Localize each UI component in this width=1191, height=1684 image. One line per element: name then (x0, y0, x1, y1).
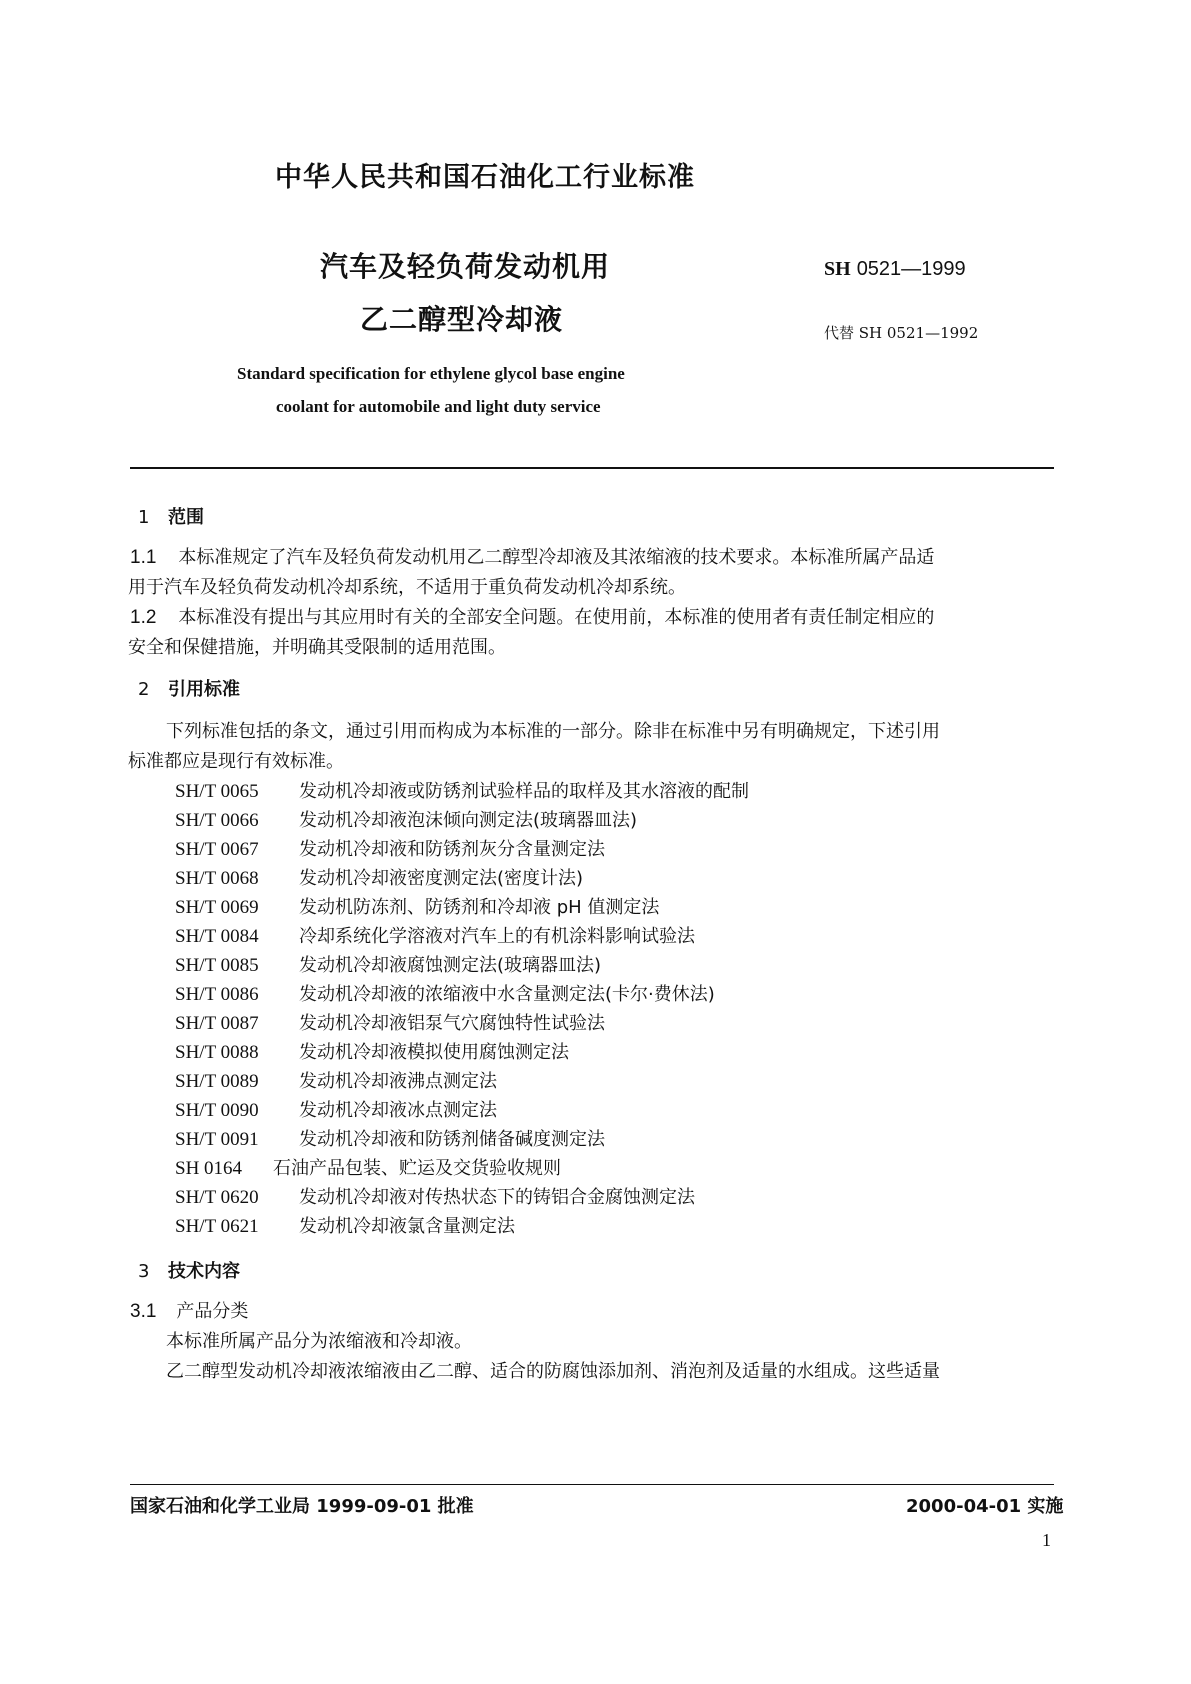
reference-row (175, 1125, 605, 1151)
reference-row (175, 1067, 497, 1093)
reference-code: SH/T 0065 (175, 781, 259, 802)
reference-row (175, 835, 605, 861)
reference-title: 发动机冷却液腐蚀测定法(玻璃器皿法) (299, 955, 602, 976)
document-title-line1: 汽车及轻负荷发动机用 (320, 250, 611, 283)
clause-3-1-heading (130, 1297, 248, 1323)
reference-code: SH/T 0067 (175, 839, 259, 860)
reference-title: 发动机冷却液冰点测定法 (299, 1100, 497, 1121)
clause-3-1-line2: 乙二醇型发动机冷却液浓缩液由乙二醇、适合的防腐蚀添加剂、消泡剂及适量的水组成。这些适量 (166, 1361, 940, 1382)
issuing-organization: 中华人民共和国石油化工行业标准 (275, 162, 695, 193)
reference-title: 发动机冷却液泡沫倾向测定法(玻璃器皿法) (299, 810, 638, 831)
reference-title: 发动机防冻剂、防锈剂和冷却液 pH 值测定法 (299, 897, 660, 918)
english-title-line2: coolant for automobile and light duty service (276, 397, 601, 416)
reference-code: SH/T 0620 (175, 1187, 259, 1208)
standard-prefix: SH (824, 258, 851, 280)
reference-code: SH/T 0087 (175, 1013, 259, 1034)
reference-title: 发动机冷却液对传热状态下的铸铝合金腐蚀测定法 (299, 1187, 695, 1208)
section-number: 1 (138, 507, 150, 528)
section-2-intro-line1: 下列标准包括的条文，通过引用而构成为本标准的一部分。除非在标准中另有明确规定，下述引用 (166, 721, 940, 742)
clause-title: 产品分类 (176, 1301, 249, 1322)
reference-row (175, 1183, 695, 1209)
reference-row (175, 893, 659, 919)
clause-number: 1.2 (130, 607, 157, 628)
section-3-heading (138, 1257, 240, 1283)
reference-row (175, 922, 695, 948)
reference-title: 发动机冷却液和防锈剂储备碱度测定法 (299, 1129, 605, 1150)
replaces-standard: 代替 SH 0521—1992 (824, 324, 979, 342)
page-number: 1 (1042, 1530, 1051, 1550)
clause-number: 1.1 (130, 547, 157, 568)
reference-title: 发动机冷却液模拟使用腐蚀测定法 (299, 1042, 569, 1063)
reference-code: SH/T 0066 (175, 810, 259, 831)
reference-row (175, 1038, 569, 1064)
reference-title: 发动机冷却液的浓缩液中水含量测定法(卡尔·费休法) (299, 984, 715, 1005)
effective-date: 2000-04-01 实施 (906, 1496, 1064, 1517)
clause-number: 3.1 (130, 1301, 157, 1322)
reference-row (175, 1212, 515, 1238)
reference-title: 发动机冷却液沸点测定法 (299, 1071, 497, 1092)
reference-title: 冷却系统化学溶液对汽车上的有机涂料影响试验法 (299, 926, 695, 947)
reference-title: 发动机冷却液和防锈剂灰分含量测定法 (299, 839, 605, 860)
reference-code: SH/T 0091 (175, 1129, 259, 1150)
section-title: 技术内容 (168, 1261, 240, 1282)
section-1-heading (138, 503, 204, 529)
reference-title: 发动机冷却液铝泵气穴腐蚀特性试验法 (299, 1013, 605, 1034)
document-title-line2: 乙二醇型冷却液 (360, 303, 564, 336)
reference-row (175, 806, 637, 832)
section-number: 2 (138, 679, 150, 700)
clause-1-2-line1 (130, 603, 934, 629)
section-2-heading (138, 675, 240, 701)
section-title: 范围 (168, 507, 204, 528)
reference-title: 发动机冷却液氯含量测定法 (299, 1216, 515, 1237)
section-title: 引用标准 (168, 679, 240, 700)
clause-1-2-line2: 安全和保健措施，并明确其受限制的适用范围。 (128, 637, 506, 658)
reference-code: SH/T 0069 (175, 897, 259, 918)
reference-title: 石油产品包装、贮运及交货验收规则 (273, 1158, 561, 1179)
clause-text: 本标准没有提出与其应用时有关的全部安全问题。在使用前，本标准的使用者有责任制定相应的 (178, 607, 935, 628)
clause-1-1-line2: 用于汽车及轻负荷发动机冷却系统，不适用于重负荷发动机冷却系统。 (128, 577, 686, 598)
english-title-line1: Standard specification for ethylene glycol base engine (237, 364, 625, 383)
reference-code: SH/T 0084 (175, 926, 259, 947)
reference-code: SH/T 0068 (175, 868, 259, 889)
section-2-intro-line2: 标准都应是现行有效标准。 (128, 751, 344, 772)
reference-title: 发动机冷却液或防锈剂试验样品的取样及其水溶液的配制 (299, 781, 749, 802)
reference-row (175, 1096, 497, 1122)
footer-divider (130, 1484, 1054, 1485)
reference-title: 发动机冷却液密度测定法(密度计法) (299, 868, 584, 889)
reference-row (175, 864, 583, 890)
reference-row (175, 1009, 605, 1035)
reference-code: SH/T 0088 (175, 1042, 259, 1063)
standard-number (824, 258, 966, 281)
clause-text: 本标准规定了汽车及轻负荷发动机用乙二醇型冷却液及其浓缩液的技术要求。本标准所属产品适 (178, 547, 935, 568)
reference-row (175, 777, 749, 803)
reference-row (175, 980, 715, 1006)
reference-code: SH/T 0086 (175, 984, 259, 1005)
reference-code: SH/T 0621 (175, 1216, 259, 1237)
header-divider (130, 467, 1054, 469)
reference-row (175, 1154, 561, 1180)
clause-1-1-line1 (130, 543, 934, 569)
reference-row (175, 951, 601, 977)
section-number: 3 (138, 1261, 150, 1282)
reference-code: SH/T 0089 (175, 1071, 259, 1092)
reference-code: SH/T 0085 (175, 955, 259, 976)
approval-date: 国家石油和化学工业局 1999-09-01 批准 (130, 1496, 474, 1517)
reference-code: SH/T 0090 (175, 1100, 259, 1121)
standard-number-value: 0521—1999 (856, 258, 966, 280)
reference-code: SH 0164 (175, 1158, 243, 1179)
clause-3-1-line1: 本标准所属产品分为浓缩液和冷却液。 (166, 1331, 472, 1352)
